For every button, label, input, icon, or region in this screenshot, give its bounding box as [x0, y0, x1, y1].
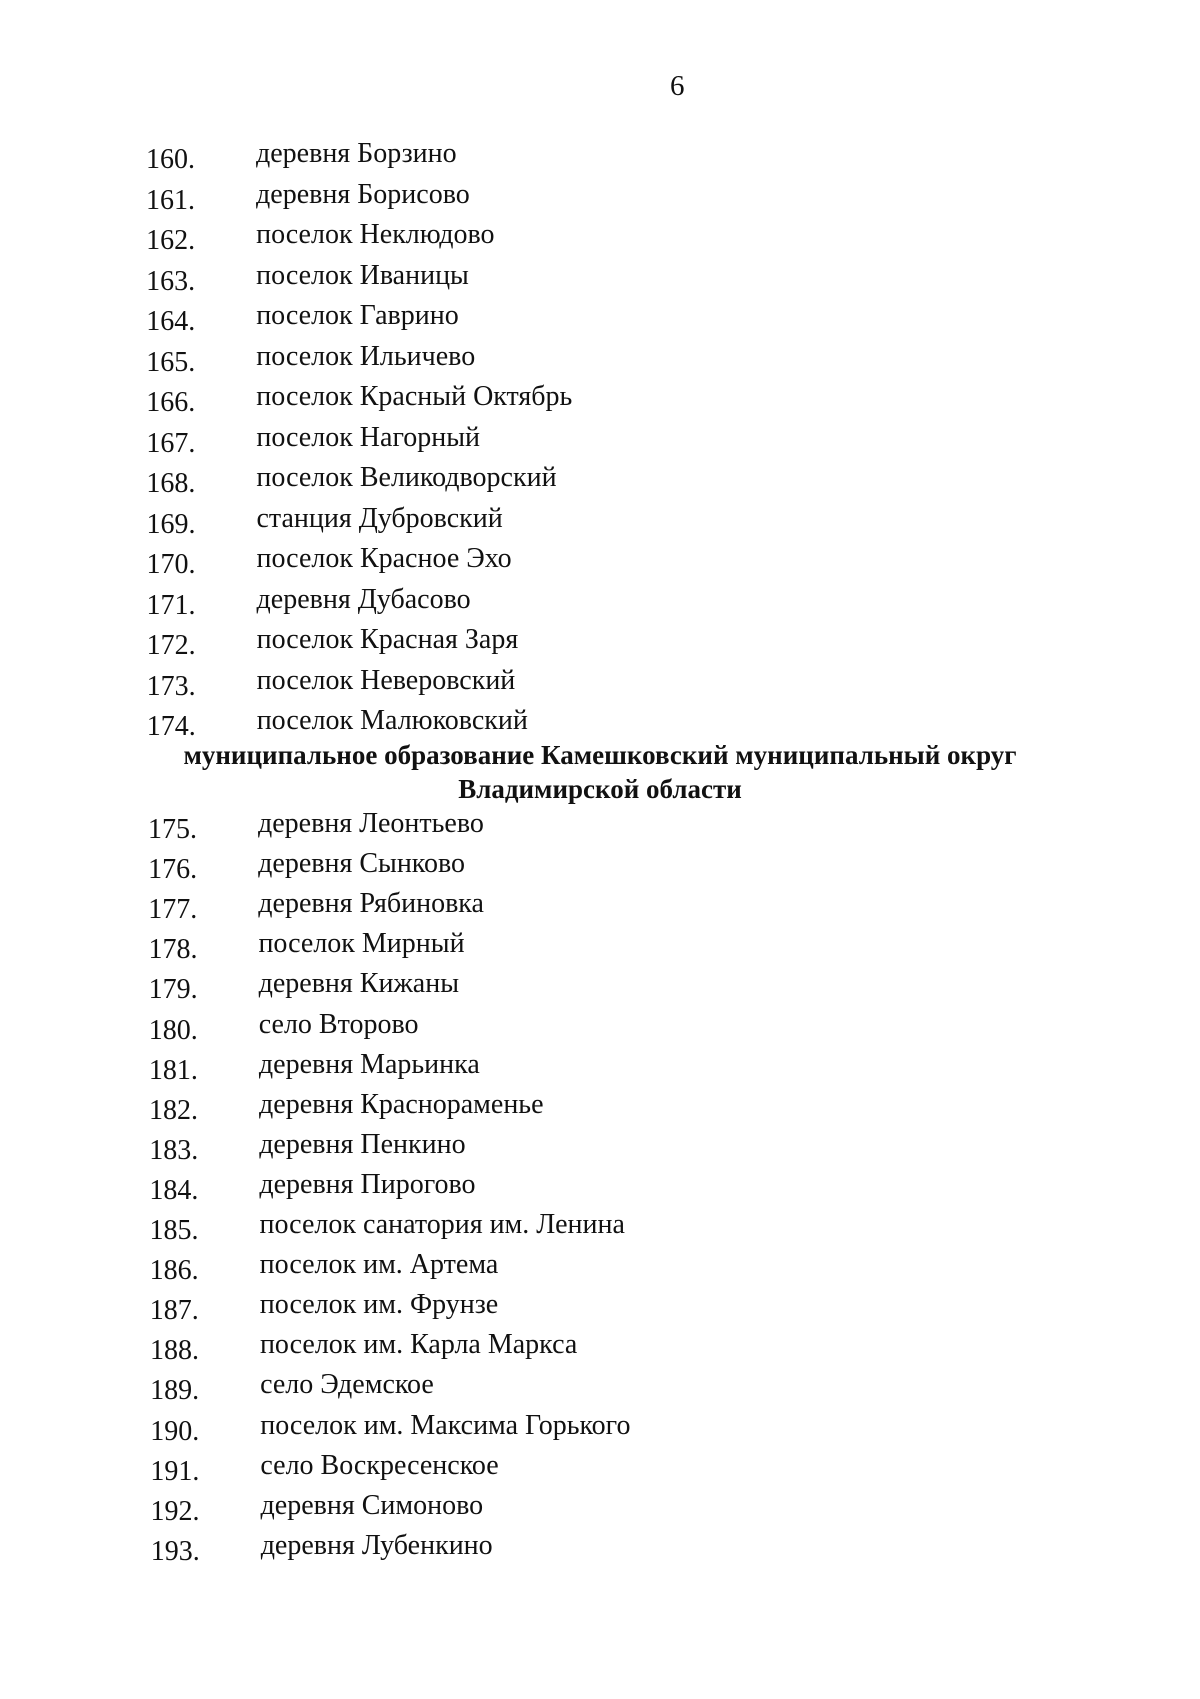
list-item-name: деревня Борзино — [256, 138, 457, 169]
list-item-name: поселок Гаврино — [256, 300, 459, 331]
list-item-number: 176. — [148, 854, 198, 886]
list-item — [0, 1049, 1200, 1089]
list-item-name: поселок им. Фрунзе — [259, 1289, 499, 1321]
list-item-name: деревня Кижаны — [258, 968, 460, 1000]
list-item-name: поселок Малюковский — [256, 705, 528, 736]
list-item — [0, 179, 1200, 219]
list-item-number: 169. — [146, 508, 196, 540]
list-item-number: 193. — [150, 1535, 200, 1567]
list-item-number: 186. — [149, 1255, 199, 1287]
list-item — [0, 300, 1200, 340]
section-heading-line2: Владимирской области — [458, 774, 742, 804]
list-item-name: поселок Неклюдово — [256, 219, 495, 250]
list-item — [0, 584, 1200, 624]
list-item — [0, 1249, 1200, 1289]
list-item-number: 166. — [146, 387, 196, 418]
page-number: 6 — [670, 70, 685, 102]
list-item-name: деревня Марьинка — [258, 1048, 480, 1080]
list-item — [0, 1289, 1200, 1329]
list-item — [0, 381, 1200, 421]
list-item — [0, 705, 1200, 745]
list-item-name: поселок санатория им. Ленина — [259, 1209, 625, 1240]
list-item — [0, 1209, 1200, 1249]
list-item-number: 180. — [148, 1014, 198, 1046]
list-item-name: деревня Краснораменье — [259, 1088, 544, 1120]
list-item-name: село Второво — [258, 1008, 419, 1040]
list-item-number: 190. — [150, 1415, 200, 1447]
list-item-name: село Воскресенское — [260, 1449, 499, 1481]
list-item-number: 185. — [149, 1215, 199, 1246]
list-item — [0, 1530, 1200, 1570]
list-item — [0, 808, 1200, 848]
list-item-number: 162. — [146, 225, 196, 256]
list-item-name: поселок Великодворский — [256, 462, 557, 493]
list-item-name: поселок Мирный — [258, 928, 465, 960]
list-item — [0, 543, 1200, 583]
list-item — [0, 968, 1200, 1008]
list-item-number: 182. — [149, 1094, 199, 1126]
list-item-name: поселок Ильичево — [256, 340, 476, 372]
list-item-name: поселок Неверовский — [256, 664, 516, 696]
list-item-number: 172. — [146, 630, 196, 661]
list-item-number: 173. — [146, 670, 196, 702]
list-item-name: деревня Леонтьево — [258, 808, 484, 839]
list-item-name: поселок Иваницы — [256, 259, 469, 291]
list-item-name: деревня Сынково — [258, 848, 466, 880]
list-item-name: станция Дубровский — [256, 502, 503, 534]
list-item — [0, 1490, 1200, 1530]
list-item-number: 189. — [150, 1375, 200, 1407]
list-item — [0, 1410, 1200, 1450]
list-item — [0, 138, 1200, 178]
list-item-name: поселок Красный Октябрь — [256, 381, 573, 412]
list-item — [0, 665, 1200, 705]
list-item-number: 192. — [150, 1495, 200, 1527]
list-item-name: поселок им. Карла Маркса — [259, 1329, 578, 1361]
list-item-number: 188. — [149, 1335, 199, 1367]
list-item-number: 167. — [146, 427, 196, 459]
list-item-number: 170. — [146, 549, 196, 580]
list-item-name: деревня Дубасово — [256, 583, 471, 615]
list-item-number: 191. — [150, 1455, 200, 1487]
list-item-name: деревня Пирогово — [259, 1168, 476, 1200]
list-item-number: 171. — [146, 589, 196, 621]
list-item — [0, 848, 1200, 888]
list-item — [0, 1129, 1200, 1169]
list-item — [0, 888, 1200, 928]
list-item — [0, 928, 1200, 968]
list-item-number: 184. — [149, 1174, 199, 1206]
list-item-name: деревня Пенкино — [259, 1128, 466, 1160]
list-item-name: деревня Симоново — [260, 1489, 484, 1521]
list-item — [0, 462, 1200, 502]
list-item — [0, 1009, 1200, 1049]
list-item-number: 163. — [146, 265, 196, 297]
list-item — [0, 219, 1200, 259]
list-item-number: 183. — [149, 1134, 199, 1166]
list-item — [0, 1369, 1200, 1409]
list-item-name: поселок им. Артема — [259, 1249, 499, 1281]
list-item-number: 164. — [146, 306, 196, 337]
list-item-name: деревня Лубенкино — [260, 1529, 493, 1561]
list-item-number: 165. — [146, 346, 196, 378]
list-item-name: деревня Рябиновка — [258, 888, 484, 920]
list-item-number: 168. — [146, 468, 196, 499]
list-item-number: 160. — [146, 144, 195, 175]
list-item — [0, 1169, 1200, 1209]
list-item — [0, 1450, 1200, 1490]
list-item — [0, 260, 1200, 300]
list-item-number: 181. — [148, 1054, 198, 1086]
list-item-name: деревня Борисово — [256, 178, 470, 210]
list-item-number: 161. — [146, 184, 196, 216]
list-item-name: село Эдемское — [260, 1369, 434, 1401]
list-item-name: поселок Нагорный — [256, 421, 481, 453]
list-item — [0, 503, 1200, 543]
list-item — [0, 341, 1200, 381]
list-item-number: 175. — [148, 814, 197, 845]
list-item — [0, 1089, 1200, 1129]
list-item-number: 178. — [148, 934, 198, 966]
list-item-name: поселок Красное Эхо — [256, 543, 512, 574]
list-item-number: 187. — [149, 1295, 199, 1327]
section-heading-line1: муниципальное образование Камешковский муниципальный округ — [183, 740, 1017, 770]
list-item — [0, 422, 1200, 462]
list-item-number: 179. — [148, 974, 198, 1006]
list-item-number: 177. — [148, 894, 198, 926]
list-item-name: поселок им. Максима Горького — [260, 1409, 631, 1441]
list-item-number: 174. — [146, 711, 196, 742]
list-item — [0, 1329, 1200, 1369]
list-item — [0, 624, 1200, 664]
list-item-name: поселок Красная Заря — [256, 624, 519, 655]
